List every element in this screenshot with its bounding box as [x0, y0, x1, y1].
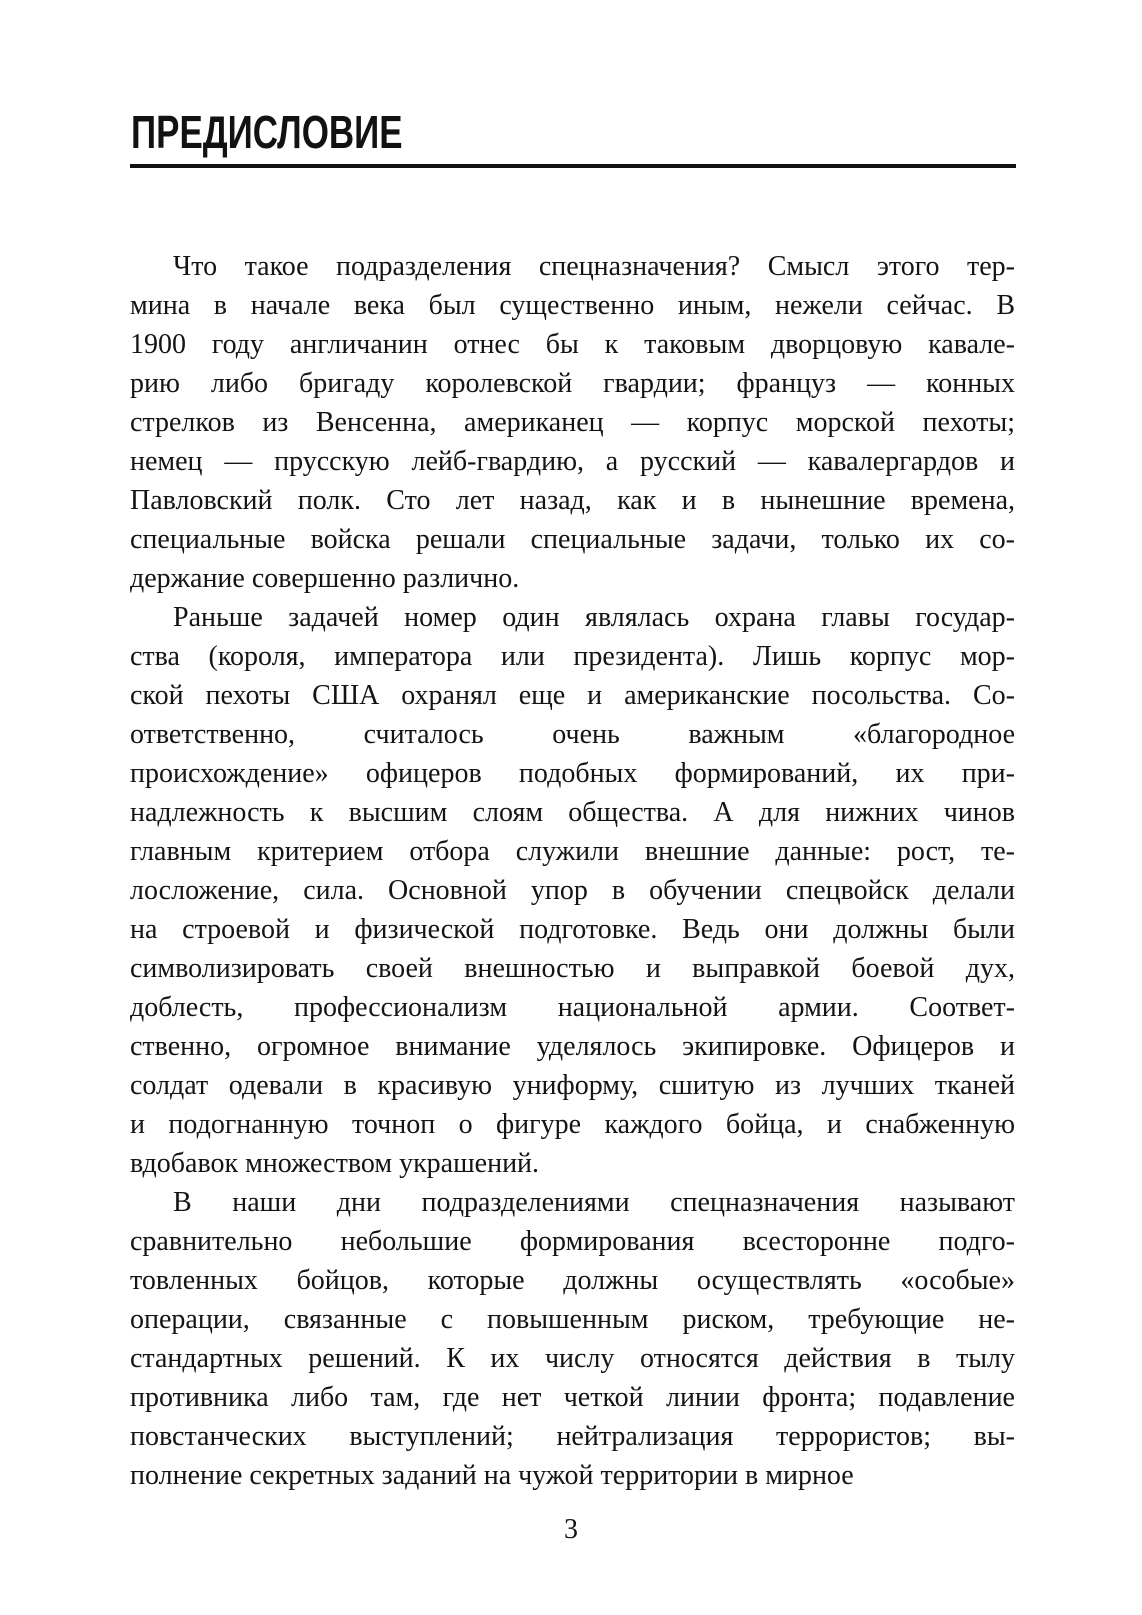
text-line: ственно, огромное внимание уделялось экипировке. Офицеров и — [130, 1031, 1015, 1062]
paragraph — [130, 247, 1015, 598]
text-line: противника либо там, где нет четкой линии фронта; подавление — [130, 1382, 1015, 1413]
text-line: вдобавок множеством украшений. — [130, 1148, 540, 1179]
text-line: ской пехоты США охранял еще и американские посольства. Со- — [130, 680, 1015, 711]
paragraph — [130, 1183, 1015, 1495]
text-line: происхождение» офицеров подобных формирований, их при- — [130, 758, 1015, 789]
body-text — [130, 247, 1015, 1495]
text-line: мина в начале века был существенно иным, нежели сейчас. В — [130, 290, 1015, 321]
text-line: солдат одевали в красивую униформу, сшитую из лучших тканей — [130, 1070, 1015, 1101]
text-line: Раньше задачей номер один являлась охрана главы государ- — [173, 602, 1015, 633]
text-line: символизировать своей внешностью и выправкой боевой дух, — [130, 953, 1015, 984]
text-line: стандартных решений. К их числу относятся действия в тылу — [130, 1343, 1015, 1374]
text-line: на строевой и физической подготовке. Ведь они должны были — [130, 914, 1015, 945]
text-line: рию либо бригаду королевской гвардии; француз — конных — [130, 368, 1015, 399]
text-line: повстанческих выступлений; нейтрализация террористов; вы- — [130, 1421, 1015, 1452]
text-line: сравнительно небольшие формирования всесторонне подго- — [130, 1226, 1015, 1257]
text-line: надлежность к высшим слоям общества. А для нижних чинов — [130, 797, 1015, 828]
text-line: ответственно, считалось очень важным «благородное — [130, 719, 1015, 750]
title-rule — [130, 164, 1016, 168]
text-line: доблесть, профессионализм национальной армии. Соответ- — [130, 992, 1015, 1023]
text-line: стрелков из Венсенна, американец — корпус морской пехоты; — [130, 407, 1015, 438]
page-title: ПРЕДИСЛОВИЕ — [131, 106, 403, 158]
text-line: Павловский полк. Сто лет назад, как и в нынешние времена, — [130, 485, 1015, 516]
text-line: товленных бойцов, которые должны осуществлять «особые» — [130, 1265, 1015, 1296]
paragraph — [130, 598, 1015, 1183]
text-line: 1900 году англичанин отнес бы к таковым дворцовую кавале- — [130, 329, 1015, 360]
text-line: и подогнанную точноп о фигуре каждого бойца, и снабженную — [130, 1109, 1015, 1140]
page-number: 3 — [564, 1514, 578, 1545]
text-line: держание совершенно различно. — [130, 563, 520, 594]
text-line: ства (короля, императора или президента). Лишь корпус мор- — [130, 641, 1015, 672]
text-line: операции, связанные с повышенным риском, требующие не- — [130, 1304, 1015, 1335]
text-line: специальные войска решали специальные задачи, только их со- — [130, 524, 1015, 555]
text-line: Что такое подразделения спецназначения? Смысл этого тер- — [173, 251, 1015, 282]
text-line: В наши дни подразделениями спецназначения называют — [173, 1187, 1015, 1218]
text-line: полнение секретных заданий на чужой территории в мирное — [130, 1460, 854, 1491]
text-line: немец — прусскую лейб-гвардию, а русский — кавалергардов и — [130, 446, 1015, 477]
text-line: лосложение, сила. Основной упор в обучении спецвойск делали — [130, 875, 1015, 906]
text-line: главным критерием отбора служили внешние данные: рост, те- — [130, 836, 1015, 867]
